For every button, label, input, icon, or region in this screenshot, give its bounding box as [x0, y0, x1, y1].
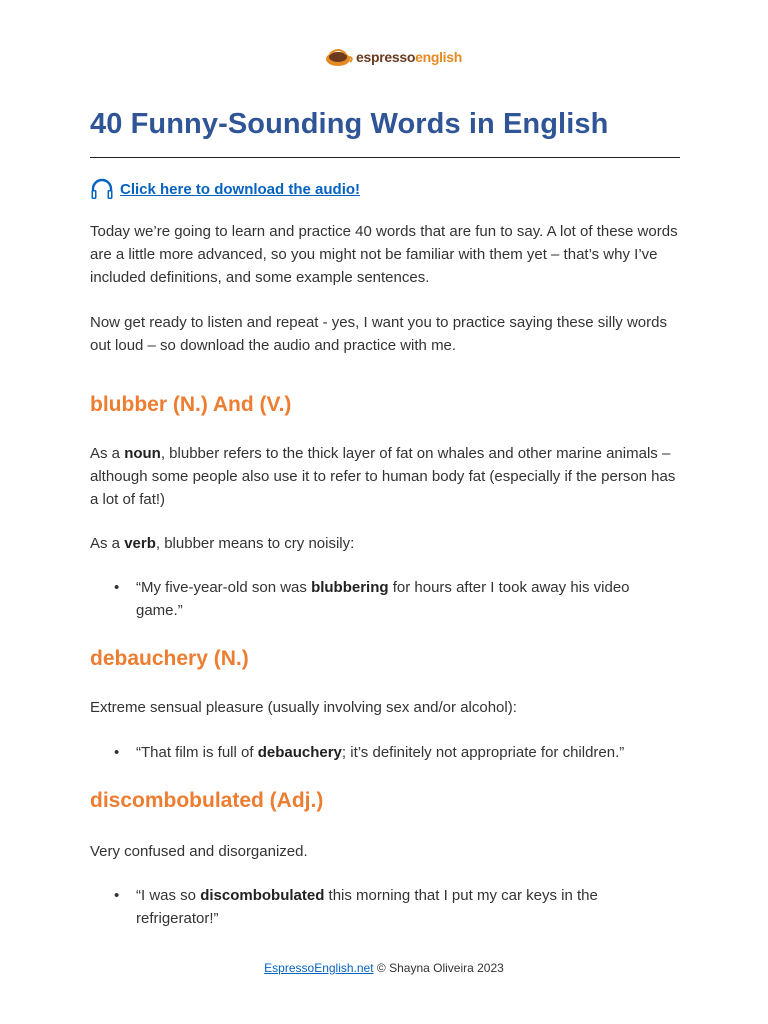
page-footer: [0, 961, 768, 975]
blubber-verb-paragraph: [90, 532, 678, 555]
headphones-icon: [90, 178, 114, 200]
list-item: [90, 741, 680, 764]
text-segment: As a: [90, 535, 125, 552]
text-segment: “My five-year-old son was: [136, 579, 312, 596]
discombobulated-examples: [90, 884, 680, 930]
footer-site-link[interactable]: EspressoEnglish.net: [264, 961, 374, 975]
text-segment: , blubber refers to the thick layer of fat on whales and other marine animals – although some people also use it to refer to human body fat (especially if the person has a lot of fat!): [90, 445, 676, 508]
text-segment: “I was so: [136, 887, 201, 904]
bold-term: discombobulated: [200, 887, 325, 904]
download-audio-link-text[interactable]: Click here to download the audio!: [120, 180, 361, 198]
intro-paragraph-2: Now get ready to listen and repeat - yes, I want you to practice saying these silly words out loud – so download the audio and practice with me.: [90, 314, 667, 354]
debauchery-definition: Extreme sensual pleasure (usually involving sex and/or alcohol):: [90, 699, 517, 716]
espresso-english-logo[interactable]: [324, 46, 462, 68]
text-segment: As a: [90, 445, 125, 462]
blubber-noun-paragraph: [90, 442, 678, 511]
section-heading-debauchery: debauchery (N.): [90, 647, 249, 670]
section-heading-blubber: blubber (N.) And (V.): [90, 393, 292, 416]
footer-copyright: © Shayna Oliveira 2023: [373, 961, 504, 975]
bold-term: debauchery: [257, 744, 342, 761]
blubber-examples: [90, 576, 680, 622]
bold-term: blubbering: [311, 579, 389, 596]
section-heading-discombobulated: discombobulated (Adj.): [90, 789, 324, 812]
logo-text-accent: english: [415, 49, 463, 65]
bold-term: verb: [124, 535, 156, 552]
text-segment: , blubber means to cry noisily:: [155, 535, 355, 552]
bullet-icon: •: [114, 744, 120, 761]
bullet-icon: •: [114, 579, 120, 596]
bullet-icon: •: [114, 887, 120, 904]
text-segment: this morning that I put my car keys in the refrigerator!”: [136, 887, 598, 927]
list-item: [90, 576, 680, 622]
page-title: 40 Funny-Sounding Words in English: [90, 108, 609, 140]
text-segment: for hours after I took away his video game.”: [136, 579, 630, 619]
text-segment: “That film is full of: [136, 744, 258, 761]
discombobulated-definition: Very confused and disorganized.: [90, 843, 308, 860]
bold-term: noun: [124, 445, 161, 462]
coffee-cup-logo-icon: [324, 46, 354, 68]
download-audio-link[interactable]: [90, 178, 360, 200]
list-item: [90, 884, 680, 930]
debauchery-examples: [90, 741, 680, 764]
intro-paragraph-1: Today we’re going to learn and practice 40 words that are fun to say. A lot of these words are a little more advanced, so you might not be familiar with them yet – that’s why I’ve included definitions, and some example sentences.: [90, 223, 678, 286]
title-divider: [90, 157, 680, 158]
text-segment: ; it’s definitely not appropriate for children.”: [341, 744, 625, 761]
logo-text-main: espresso: [356, 49, 416, 65]
